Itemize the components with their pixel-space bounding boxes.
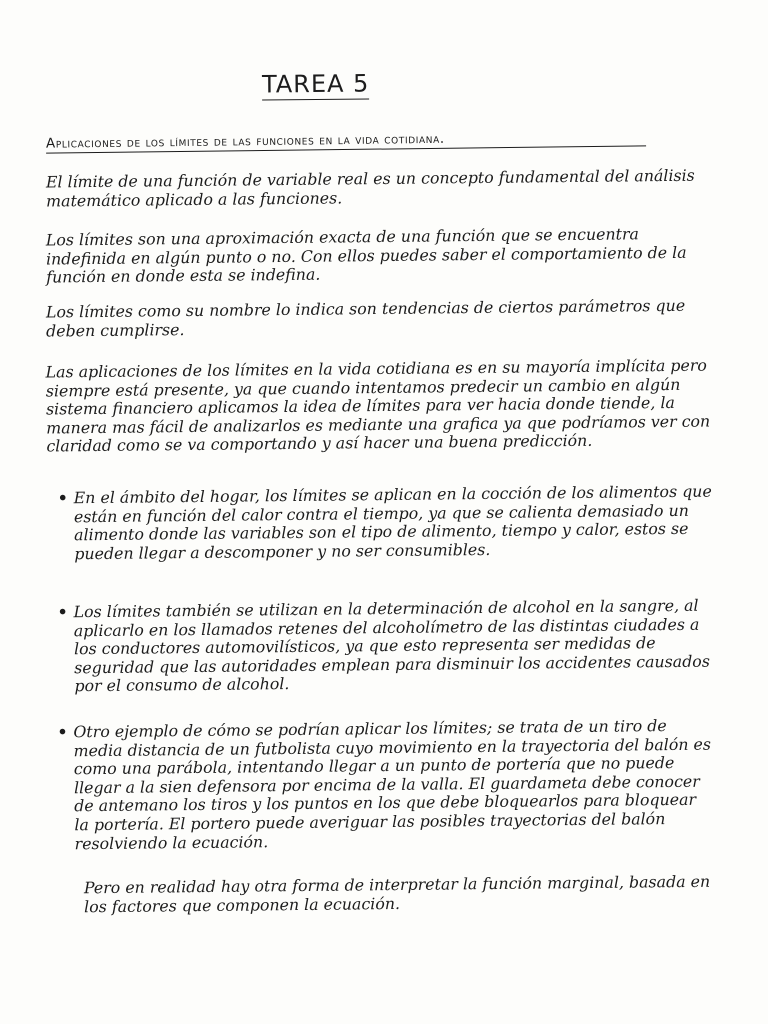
page-title: TAREA 5	[261, 69, 370, 99]
paragraph-3: Los límites como su nombre lo indica son tendencias de ciertos parámetros que deben cumplirse.	[45, 295, 686, 341]
bullet-item-2	[57, 595, 715, 697]
closing-paragraph: Pero en realidad hay otra forma de interpretar la función marginal, basada en los factores que componen la ecuación.	[83, 871, 711, 916]
paragraph-4: Las aplicaciones de los límites en la vida cotidiana es en su mayoría implícita pero siempre está presente, ya que cuando intentamos predecir un cambio en algún sistema financiero aplicamos la idea de límites para ver hacia donde tiende, la manera mas fácil de analizarlos es mediante una grafica ya que podríamos ver con claridad como se va comportando y así hacer una buena predicción.	[45, 355, 711, 456]
bullet-item-1	[57, 481, 715, 564]
bullet-text: En el ámbito del hogar, los límites se aplican en la cocción de los alimentos que están en función del calor contra el tiempo, ya que se calienta demasiado un alimento donde las variables son el tipo de alimento, tiempo y calor, estos se pueden llegar a descomponer y no ser consumibles.	[73, 481, 712, 564]
bullet-dot: •	[57, 488, 68, 508]
bullet-dot: •	[57, 722, 68, 742]
paragraph-2: Los límites son una aproximación exacta de una función que se encuentra indefinida en algún punto o no. Con ellos puedes saber el comportamiento de la función en donde esta se indefina.	[45, 224, 687, 287]
section-heading: Aplicaciones de los límites de las funciones en la vida cotidiana.	[46, 128, 646, 153]
bullet-dot: •	[57, 602, 68, 622]
bullet-text: Otro ejemplo de cómo se podrían aplicar los límites; se trata de un tiro de media distancia de un futbolista cuyo movimiento en la trayectoria del balón es como una parábola, intentando llegar a un punto de portería que no puede llegar a la sien defensora por encima de la valla. El guardameta debe conocer de antemano los tiros y los puntos en los que debe bloquearlos para bloquear la portería. El portero puede averiguar las posibles trayectorias del balón resolviendo la ecuación.	[73, 716, 712, 853]
bullet-text: Los límites también se utilizan en la determinación de alcohol en la sangre, al aplicarlo en los llamados retenes del alcoholímetro de las distintas ciudades a los conductores automovilísticos, ya que esto representa ser medidas de seguridad que las autoridades emplean para disminuir los accidentes causados por el consumo de alcohol.	[73, 595, 710, 696]
paragraph-1: El límite de una función de variable real es un concepto fundamental del análisis matemático aplicado a las funciones.	[45, 165, 695, 211]
bullet-item-3	[57, 716, 714, 854]
